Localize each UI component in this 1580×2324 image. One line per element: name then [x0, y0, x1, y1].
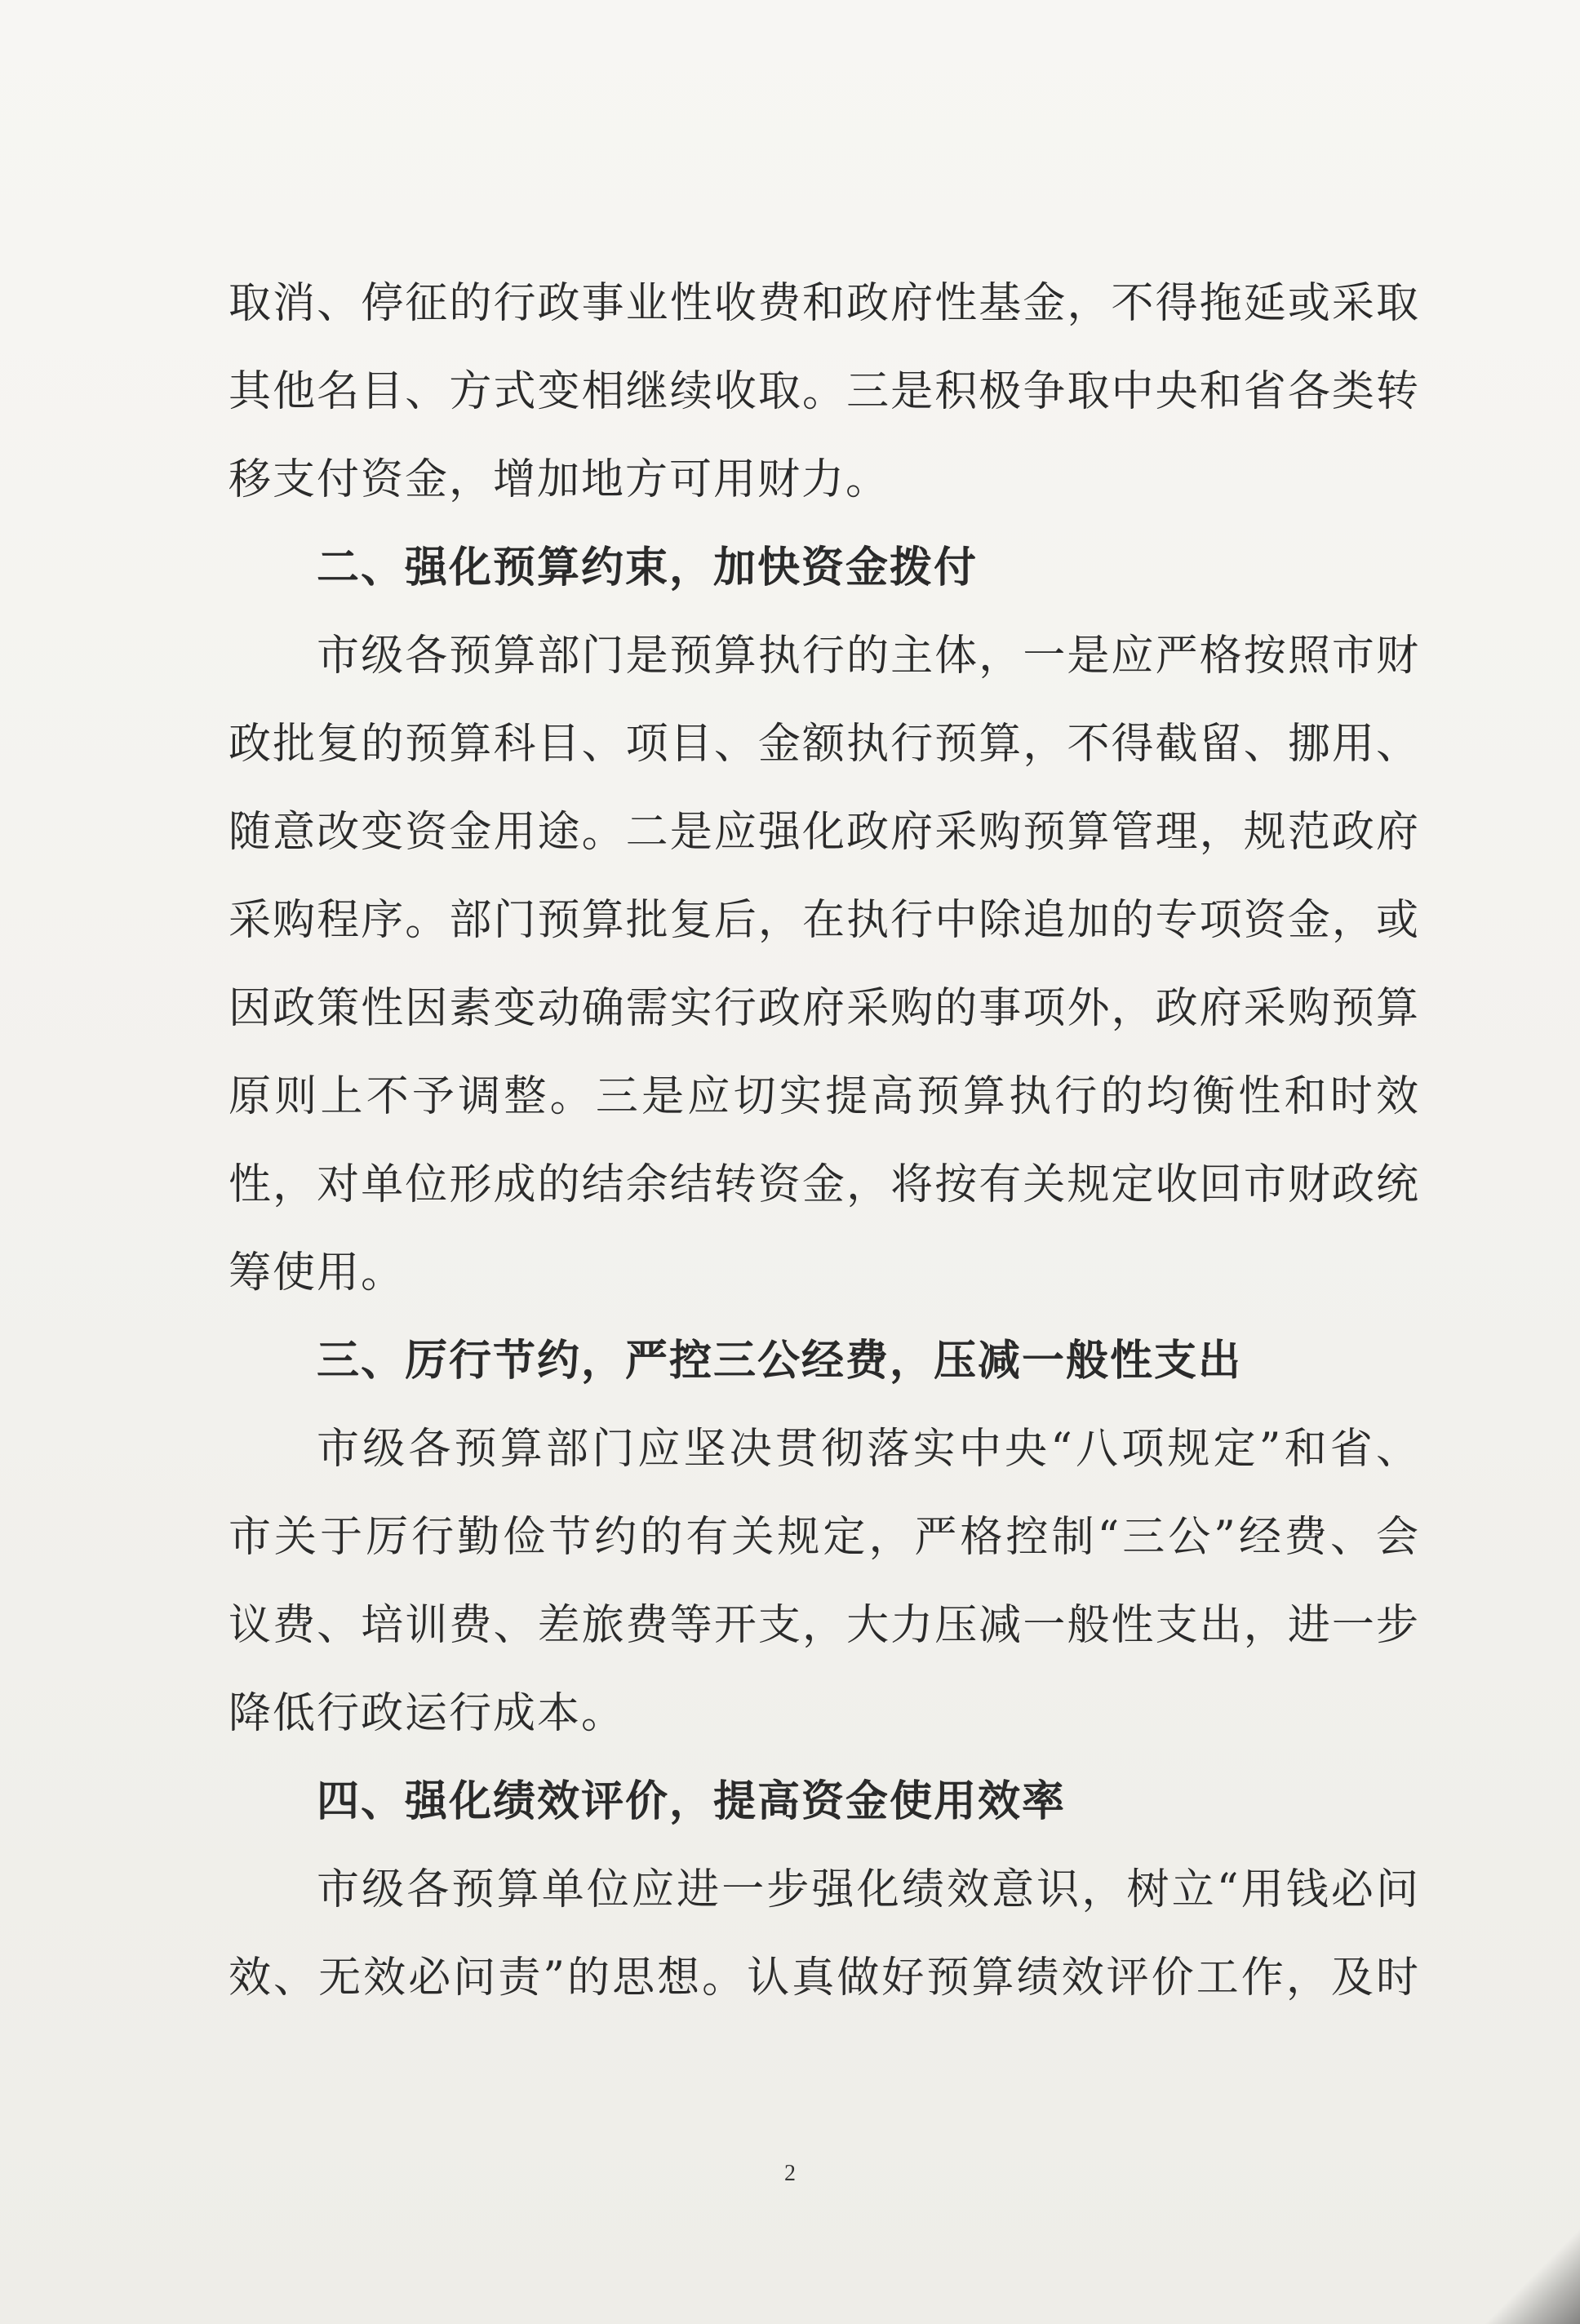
section-heading: 二、强化预算约束，加快资金拨付: [317, 543, 979, 592]
text-line: 市级各预算单位应进一步强化绩效意识，树立“用钱必问: [317, 1865, 1420, 1914]
text-line: 降低行政运行成本。: [229, 1689, 626, 1738]
text-line: 筹使用。: [229, 1248, 406, 1297]
text-line: 市级各预算部门是预算执行的主体，一是应严格按照市财: [317, 632, 1420, 681]
text-line: 市级各预算部门应坚决贯彻落实中央“八项规定”和省、: [317, 1425, 1420, 1474]
text-line: 移支付资金，增加地方可用财力。: [229, 455, 890, 504]
text-line: 取消、停征的行政事业性收费和政府性基金，不得拖延或采取: [229, 279, 1420, 328]
scan-corner-shadow: [1482, 2210, 1580, 2324]
page-number: 2: [784, 2161, 796, 2186]
text-line: 随意改变资金用途。二是应强化政府采购预算管理，规范政府: [229, 808, 1420, 857]
text-line: 议费、培训费、差旅费等开支，大力压减一般性支出，进一步: [229, 1601, 1420, 1650]
body-text: [229, 259, 1420, 2022]
section-heading: 三、厉行节约，严控三公经费，压减一般性支出: [317, 1337, 1243, 1386]
text-line: 因政策性因素变动确需实行政府采购的事项外，政府采购预算: [229, 984, 1420, 1033]
text-line: 性，对单位形成的结余结转资金，将按有关规定收回市财政统: [229, 1160, 1420, 1209]
text-line: 政批复的预算科目、项目、金额执行预算，不得截留、挪用、: [229, 720, 1420, 769]
section-heading: 四、强化绩效评价，提高资金使用效率: [317, 1777, 1067, 1826]
text-line: 原则上不予调整。三是应切实提高预算执行的均衡性和时效: [229, 1072, 1420, 1121]
text-line: 采购程序。部门预算批复后，在执行中除追加的专项资金，或: [229, 896, 1420, 945]
text-line: 效、无效必问责”的思想。认真做好预算绩效评价工作，及时: [229, 1954, 1420, 2002]
text-line: 其他名目、方式变相继续收取。三是积极争取中央和省各类转: [229, 367, 1420, 416]
text-line: 市关于厉行勤俭节约的有关规定，严格控制“三公”经费、会: [229, 1513, 1420, 1562]
